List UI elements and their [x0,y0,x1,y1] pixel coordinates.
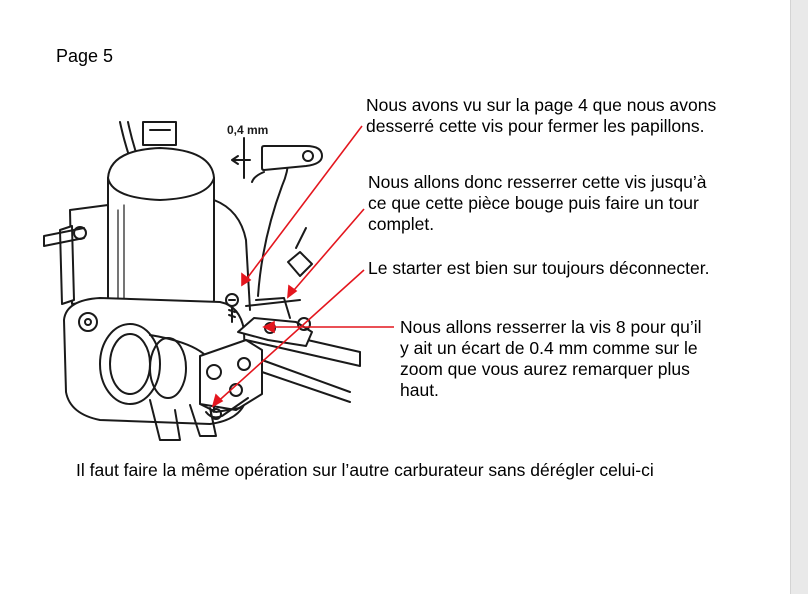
note-screw-8-gap: Nous allons resserrer la vis 8 pour qu’il y ait un écart de 0.4 mm comme sur le zoom que vous aurez remarquer plus haut. [400,317,702,400]
note-tighten-screw: Nous allons donc resserrer cette vis jusqu’à ce que cette pièce bouge puis faire un tour complet. [368,172,707,234]
footer-instruction: Il faut faire la même opération sur l’autre carburateur sans dérégler celui-ci [76,460,654,480]
arrow-part-head [288,286,296,297]
note-starter-disconnected: Le starter est bien sur toujours déconnecter. [368,258,710,278]
vertical-scrollbar[interactable] [790,0,808,594]
carburetor-drawing [44,122,360,440]
page-number: Page 5 [56,46,114,66]
note-screw-loosened: Nous avons vu sur la page 4 que nous avons desserré cette vis pour fermer les papillons. [366,95,717,136]
zoom-label: 0,4 mm [227,123,269,137]
